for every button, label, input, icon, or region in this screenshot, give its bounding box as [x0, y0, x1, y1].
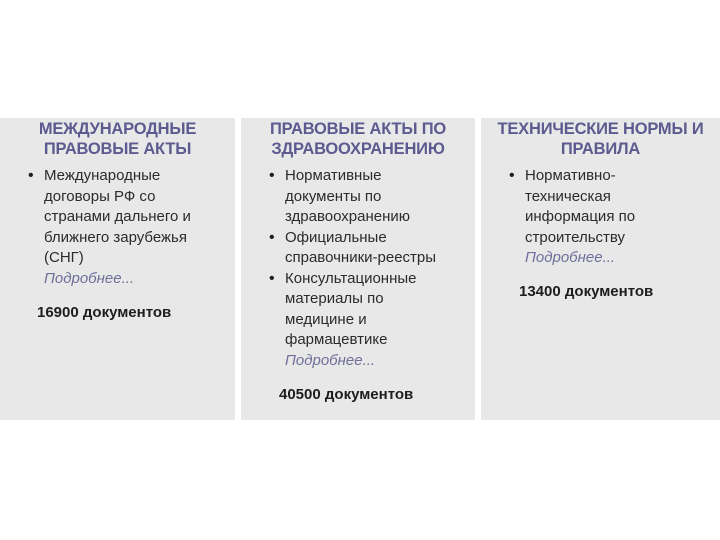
item-list: [509, 166, 720, 269]
column-title: МЕЖДУНАРОДНЫЕ ПРАВОВЫЕ АКТЫ: [38, 120, 197, 158]
bullet-icon: •: [28, 167, 34, 184]
more-link[interactable]: Подробнее...: [285, 351, 376, 369]
document-count: 40500 документов: [279, 386, 414, 403]
column-title: ПРАВОВЫЕ АКТЫ ПО ЗДРАВООХРАНЕНИЮ: [269, 120, 447, 158]
item-list: [28, 166, 235, 289]
document-count: 13400 документов: [519, 283, 654, 300]
column-title: ТЕХНИЧЕСКИЕ НОРМЫ И ПРАВИЛА: [497, 120, 704, 158]
item-list: [269, 166, 475, 371]
list-item: • Международные договоры РФ со странами дальнего и ближнего зарубежья (СНГ) Подробнее...: [44, 166, 235, 289]
column-international-legal-acts: [0, 118, 235, 420]
list-item: • Нормативные документы по здравоохранению: [269, 167, 411, 225]
bullet-icon: •: [269, 228, 275, 246]
bullet-icon: •: [269, 167, 275, 184]
list-item: • Нормативно- техническая информация по строительству Подробнее...: [525, 166, 720, 269]
bullet-icon: •: [509, 167, 515, 184]
list-item: • Официальные справочники-реестры: [269, 228, 437, 266]
more-link[interactable]: Подробнее...: [44, 269, 135, 287]
column-technical-norms: [481, 118, 720, 420]
document-count: 16900 документов: [37, 304, 172, 321]
column-healthcare-legal-acts: [241, 118, 475, 420]
more-link[interactable]: Подробнее...: [525, 249, 616, 266]
list-item: • Консультационные материалы по медицине и фармацевтике Подробнее...: [285, 269, 475, 372]
bullet-icon: •: [269, 269, 275, 287]
